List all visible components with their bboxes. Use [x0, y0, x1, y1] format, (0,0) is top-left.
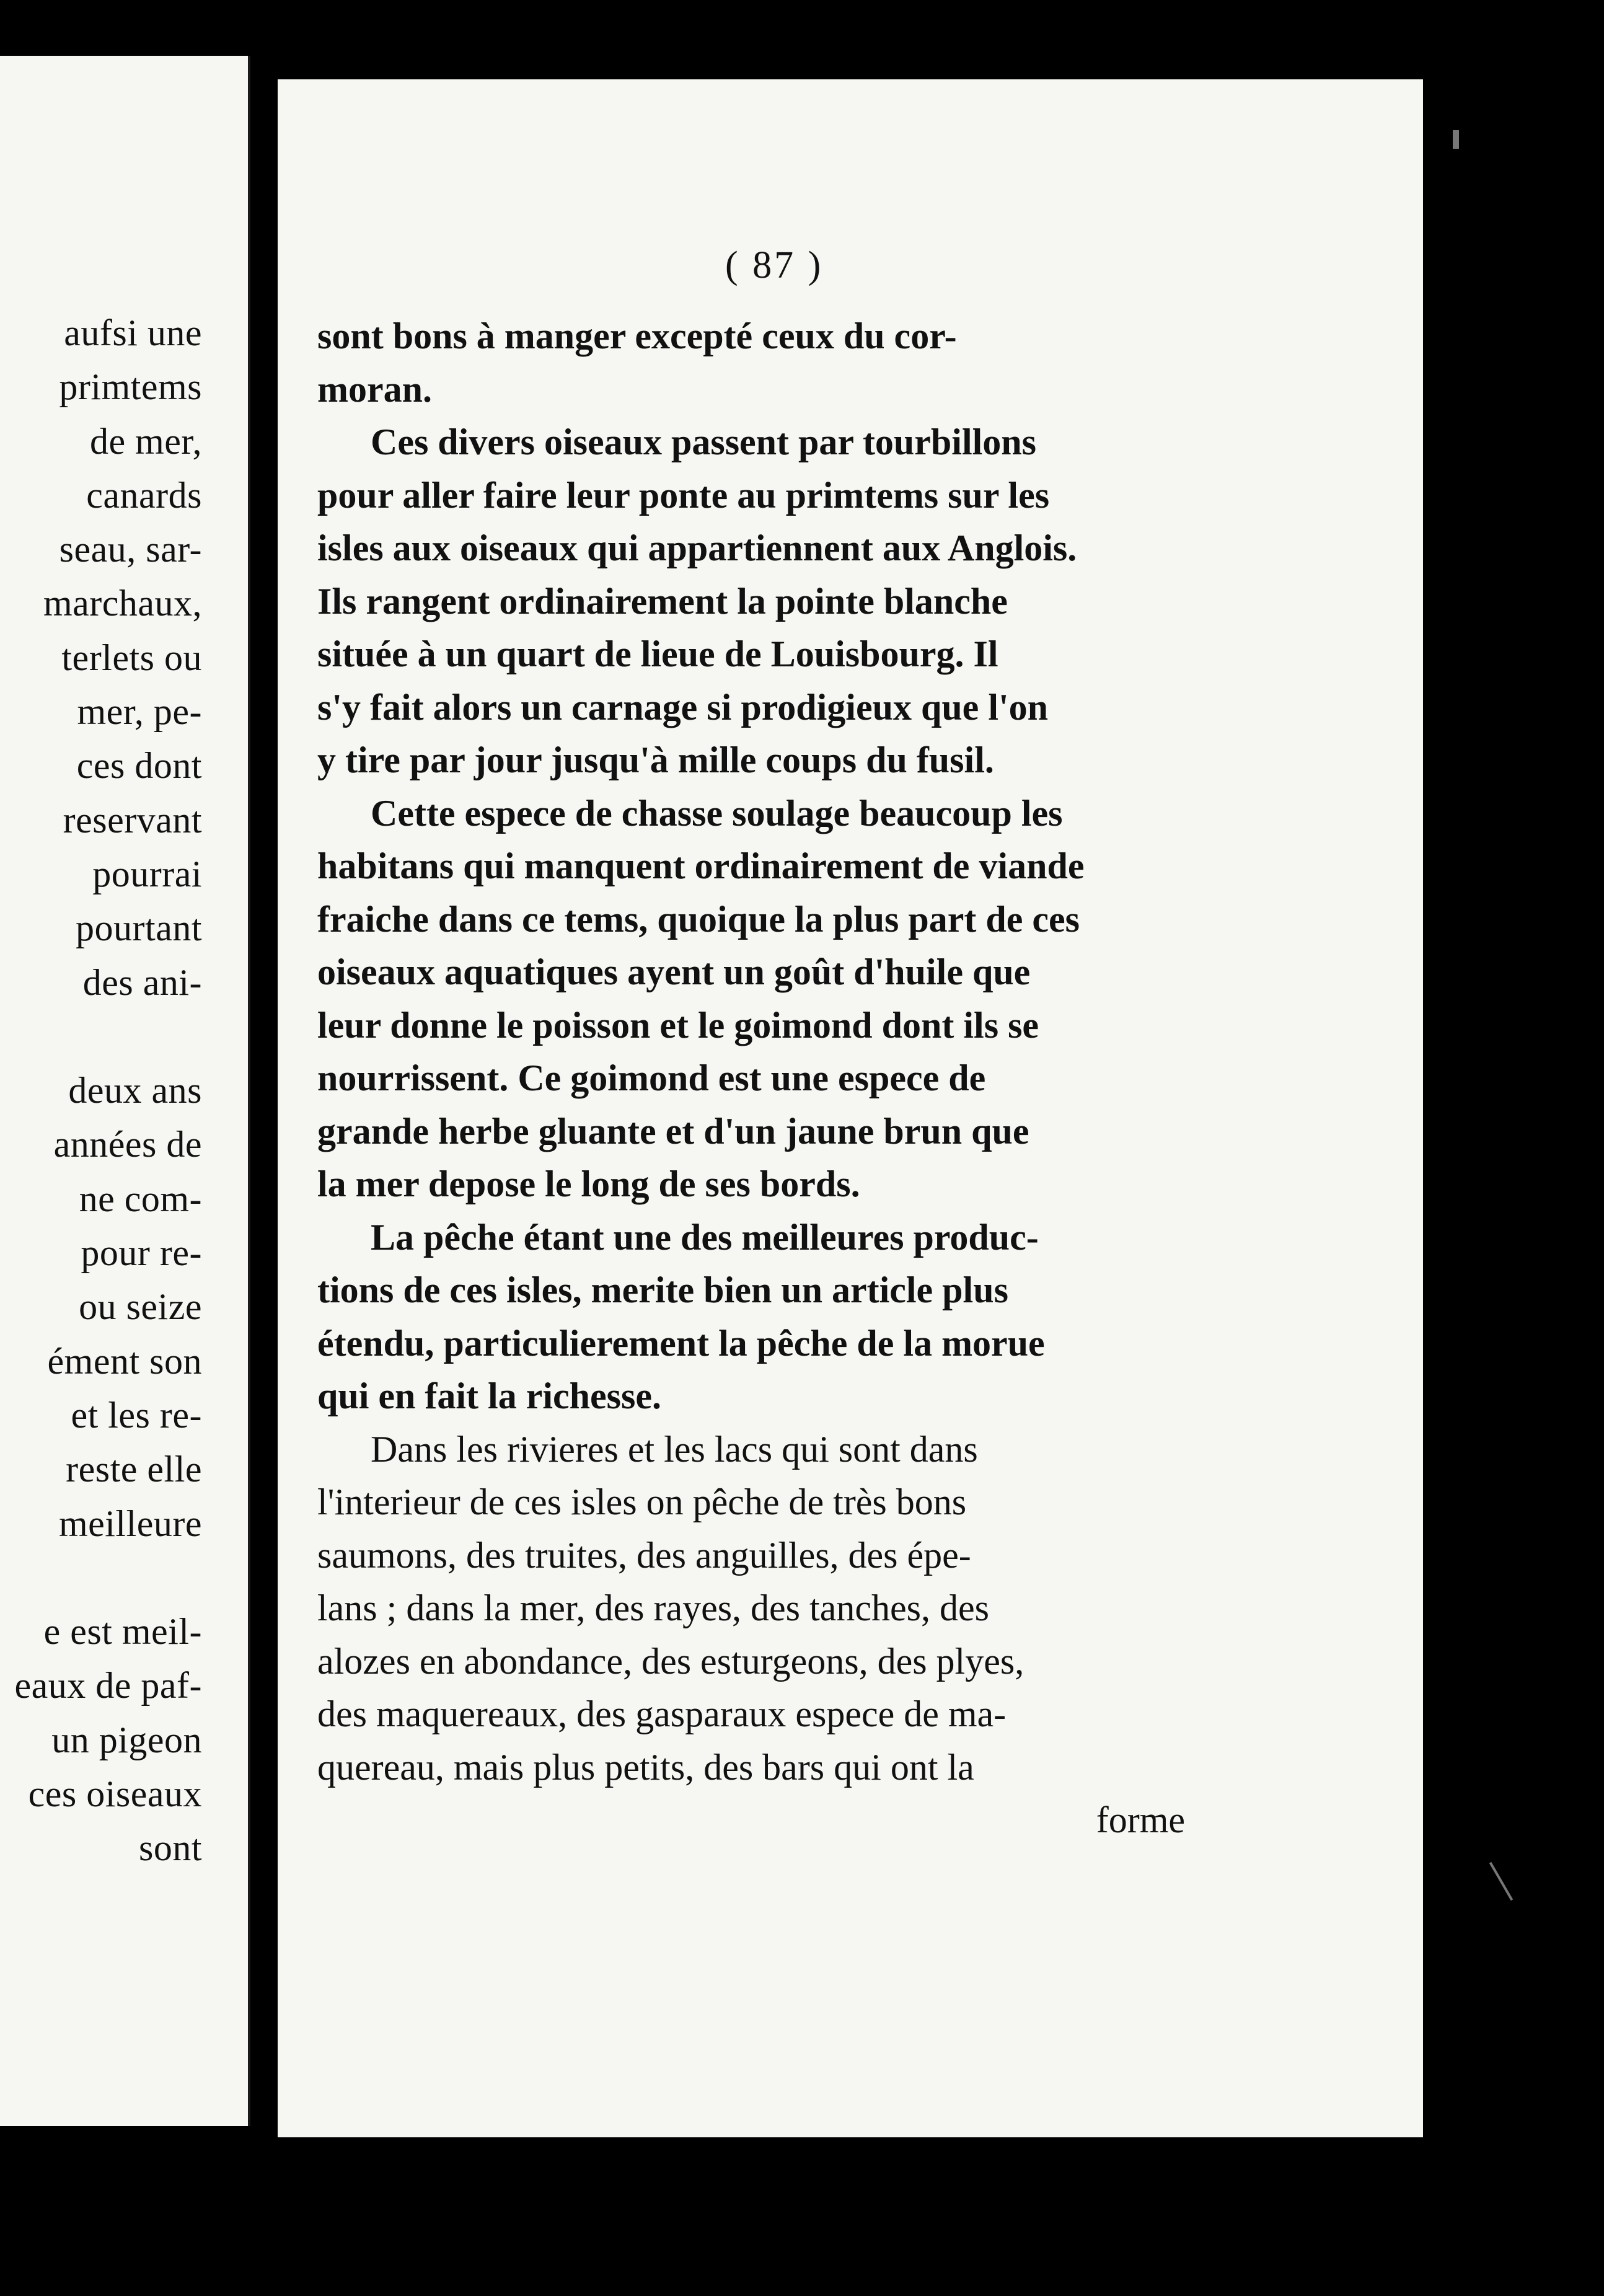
facing-page-line: ne com- [79, 1178, 202, 1219]
text-line: sont bons à manger excepté ceux du cor- [317, 316, 957, 356]
text-line: moran. [317, 368, 432, 410]
facing-page-line: et les re- [71, 1394, 202, 1436]
text-line: grande herbe gluante et d'un jaune brun que [317, 1110, 1029, 1152]
facing-page-line: reste elle [66, 1449, 202, 1490]
facing-page-left [0, 56, 250, 2126]
text-line: s'y fait alors un carnage si prodigieux que l'on [317, 686, 1049, 728]
facing-page-line: pour re- [81, 1232, 202, 1274]
text-line: oiseaux aquatiques ayent un goût d'huile que [317, 952, 1031, 992]
facing-page-line: primtems [59, 366, 202, 408]
text-line: quereau, mais plus petits, des bars qui ont la [317, 1746, 974, 1788]
text-line: des maquereaux, des gasparaux espece de ma- [317, 1693, 1007, 1734]
text-line: lans ; dans la mer, des rayes, des tanches, des [317, 1587, 989, 1628]
text-line: La pêche étant une des meilleures produc- [371, 1216, 1039, 1258]
facing-page-line: deux ans [68, 1070, 202, 1111]
facing-page-line [0, 1010, 202, 1064]
facing-page-line: ément son [47, 1340, 202, 1382]
text-line: tions de ces isles, merite bien un article plus [317, 1269, 1008, 1310]
facing-page-line: e est meil- [43, 1611, 202, 1653]
text-line: alozes en abondance, des esturgeons, des plyes, [317, 1640, 1025, 1682]
facing-page-line: pourtant [76, 907, 202, 949]
text-line: fraiche dans ce tems, quoique la plus part de ces [317, 898, 1080, 940]
facing-page-line: ces oiseaux [28, 1773, 202, 1815]
facing-page-line: ces dont [76, 745, 202, 787]
text-line: forme [1096, 1799, 1185, 1840]
text-line: pour aller faire leur ponte au primtems sur les [317, 474, 1050, 516]
facing-page-line: de mer, [89, 420, 202, 462]
facing-page-line: reservant [63, 799, 202, 841]
facing-page-line: un pigeon [51, 1719, 202, 1760]
page-body-text [317, 310, 1235, 1847]
page-edge-mark [1453, 130, 1459, 149]
text-line: isles aux oiseaux qui appartiennent aux Anglois. [317, 528, 1077, 568]
text-line: située à un quart de lieue de Louisbourg. Il [317, 634, 998, 674]
facing-page-line [0, 1551, 202, 1605]
facing-page-line: années de [53, 1124, 202, 1165]
text-line: Ces divers oiseaux passent par tourbillons [371, 422, 1037, 462]
facing-page-line: canards [86, 474, 202, 516]
text-line: saumons, des truites, des anguilles, des épe- [317, 1534, 971, 1576]
facing-page-line: ou seize [79, 1286, 202, 1328]
text-line: l'interieur de ces isles on pêche de très bons [317, 1481, 967, 1522]
page-edge-mark [1489, 1862, 1513, 1901]
facing-page-line: sont [138, 1827, 202, 1869]
text-line: étendu, particulierement la pêche de la morue [317, 1322, 1045, 1364]
text-line: la mer depose le long de ses bords. [317, 1163, 860, 1204]
facing-page-text [0, 306, 202, 1876]
facing-page-line: eaux de paf- [14, 1665, 202, 1707]
text-line: habitans qui manquent ordinairement de viande [317, 846, 1085, 886]
facing-page-line: terlets ou [61, 637, 202, 678]
facing-page-line: meilleure [58, 1503, 202, 1544]
facing-page-line: aufsi une [64, 312, 202, 353]
facing-page-line: des ani- [82, 961, 202, 1003]
facing-page-line: marchaux, [43, 583, 202, 624]
text-line: nourrissent. Ce goimond est une espece de [317, 1057, 986, 1098]
text-line: Cette espece de chasse soulage beaucoup les [371, 792, 1063, 834]
page-number: ( 87 ) [725, 244, 824, 286]
text-line: Ils rangent ordinairement la pointe blanche [317, 580, 1008, 622]
facing-page-line: pourrai [92, 853, 202, 894]
text-line: Dans les rivieres et les lacs qui sont dans [371, 1428, 978, 1470]
text-line: qui en fait la richesse. [317, 1375, 661, 1416]
facing-page-line: mer, pe- [77, 691, 202, 733]
text-line: leur donne le poisson et le goimond dont ils se [317, 1004, 1039, 1046]
text-line: y tire par jour jusqu'à mille coups du fusil. [317, 740, 994, 780]
facing-page-line: seau, sar- [59, 529, 202, 570]
